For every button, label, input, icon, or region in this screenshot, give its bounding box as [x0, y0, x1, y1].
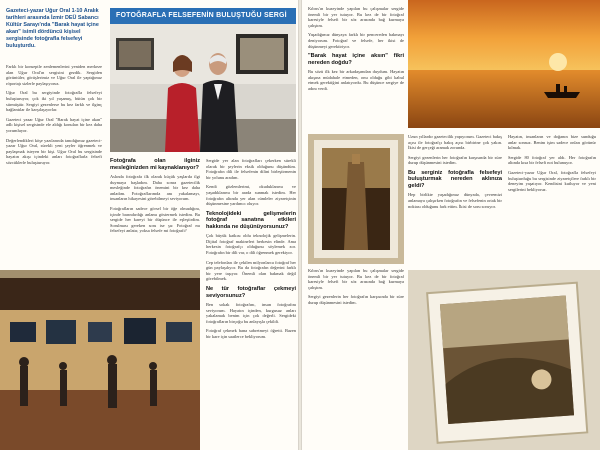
- paragraph: Bu sözü ilk kez bir arkadaşımdan duydum. Hayatın akışına müdahale etmeden, onu olduğu gibi kabul etmek gerektiğini anlatıyordu. Bu düşünce sergiye de adını verdi.: [308, 69, 404, 91]
- gallery-hall-photo: [0, 270, 200, 450]
- paragraph: Sergiyi gezenlerin her fotoğrafın karşısında bir süre durup düşünmesini istedim.: [308, 294, 404, 305]
- paragraph: Hep birlikte yaşadığımız dünyada, çevremizi anlamaya çalışırken fotoğrafın ve felsefenin ortak bir noktası olduğunu fark ettim. İkisi de soru soruyor.: [408, 192, 502, 209]
- paragraph: Hayatın, insanların ve doğanın bize sunduğu anlar sonsuz. Benim işim sadece onları görünür kılmak.: [508, 134, 596, 151]
- paragraph: Sergide yer alan fotoğrafları çekerken sürekli olarak bir şeylerin eksik olduğunu düşündüm. Fotoğrafın dili ile felsefenin dilini birleştirmenin bir yolunu aradım.: [206, 158, 296, 180]
- paragraph: Aslında fotoğrafa ilk olarak küçük yaşlarda ilgi duymaya başladım. Daha sonra gazetecilik mesleğinde fotoğrafın önemini bir kez daha anladım. Fotoğraflarımda anı yakalamayı, insanların hikayesini görebilmeyi seviyorum.: [110, 174, 200, 202]
- paragraph: Sergide 80 fotoğraf yer aldı. Her fotoğrafın altında kısa bir felsefi not bulunuyor.: [508, 154, 596, 166]
- right-page: [302, 0, 600, 450]
- paragraph: Gazeteci yazar Uğur Oral "Barak hayat içine akan" adlı kişisel sergisinde ele aldığı konuları bir kez daha yorumluyor.: [6, 116, 102, 133]
- left-column-2: [110, 158, 200, 264]
- paragraph: Yaşadığımız dünyaya farklı bir pencereden bakmayı deniyorum. Fotoğraf ve felsefe, her ikisi de düşünmeyi gerektiriyor.: [308, 32, 404, 49]
- right-column-2: [408, 134, 502, 274]
- paragraph: Farklı bir konseptle zenlemenlerini yeniden merkeze alan Uğur Oral'ın sergisini gezdik. Sergiden görüntüler, görüşlerimiz ve Uğur Oral ile yaptığımız röportajı sizlerle paylaşıyoruz.: [6, 64, 102, 86]
- article-banner: FOTOĞRAFLA FELSEFENİN BULUŞTUĞU SERGİ: [110, 8, 296, 24]
- paragraph: Uğur Oral bu sergiyinde fotoğrafla felsefeyi buluşturuyor, çok iki yıl yaşamış, bütün çok bir sürmüştür. Sergiyi gezenlerse bu kez farklı ve ilginç bağlantılar ile karşılaşıyorlar.: [6, 90, 102, 113]
- paragraph: Değerlendikleri köşe yazılarında tanıdığımız gazeteci-yazar Uğur Oral, sürekli yeni şeyler öğrenmek ve paylaşmak isteyen bir kişi. Uğur Oral bu sergisinde hayatın akışı içindeki anları fotoğraflarla felsefi sözcüklerle buluşturuyor.: [6, 137, 102, 165]
- paragraph: Kendi gözlemlerimi, okuduklarımı ve yaşadıklarımı bir arada sunmak istedim. Her fotoğrafın altında yer alan cümleler ziyaretçinin düşünmesine yardımcı oluyor.: [206, 184, 296, 207]
- paragraph: Fotoğrafların sadece görsel bir öğe olmadığını, içinde barındırdığı anlamı göstermek istedim. Bu sergide her kareyi bir düşünce ile eşleştirdim. Sorulması gereken soru ise şu: Fotoğraf mı felsefeyi anlatır, yoksa felsefe mi fotoğrafı?: [110, 205, 200, 234]
- paragraph: Uzun yıllardır gazetecilik yapıyorum. Gazeteci bakış açısı ile fotoğrafçı bakış açısı birbirine çok yakın. İkisi de gerçeği aramak zorunda.: [408, 134, 502, 151]
- right-column-1: [308, 6, 404, 134]
- paragraph: Fotoğraf çekmek bana sabretmeyi öğretti. Bazen bir kare için saatlerce bekliyorum.: [206, 328, 296, 339]
- right-column-3: [508, 134, 596, 264]
- question-heading: Fotoğrafa olan ilginiz mesleğinizden mi kaynaklanıyor?: [110, 158, 200, 171]
- paragraph: Kıbrıs'ın kuzeyinde yapılan bu çalışmalar sergide önemli bir yer tutuyor. Bu kez de bir fotoğraf karesiyle felsefi bir söz arasında bağ kurmaya çalıştım.: [308, 6, 404, 28]
- paragraph: Kıbrıs'ın kuzeyinde yapılan bu çalışmalar sergide önemli bir yer tutuyor. Bu kez de bir fotoğraf karesiyle felsefi bir söz arasında bağ kurmaya çalıştım.: [308, 268, 404, 290]
- question-heading: Teknolojideki gelişmelerin fotoğraf sanatına etkileri hakkında ne düşünüyorsunuz?: [206, 210, 296, 230]
- question-heading: "Barak hayat içine aksın" fikri nereden doğdu?: [308, 53, 404, 66]
- left-column-1: [6, 64, 102, 262]
- paragraph: Sergiyi gezenlerin her fotoğrafın karşısında bir süre durup düşünmesini istedim.: [408, 154, 502, 166]
- sunset-boat-photo: [408, 0, 600, 128]
- question-heading: Ne tür fotoğraflar çekmeyi seviyorsunuz?: [206, 286, 296, 299]
- intro-text: Gazeteci-yazar Uğur Oral 1-10 Aralık tarihleri arasında İzmir DEÜ Sabancı Kültür Sarayı'nda "Barak hayat içine akan" isimli dördüncü kişisel sergisinde fotoğrafla felsefeyi buluşturdu.: [6, 8, 99, 49]
- framed-tower-photo: [308, 134, 404, 264]
- framed-landscape-photo: [408, 270, 600, 450]
- paragraph: Gazeteci-yazar Uğur Oral, fotoğrafla felsefeyi buluşturduğu bu sergisinde ziyaretçilere farklı bir deneyim yaşatıyor. Kendisini kutluyor ve yeni sergilerini bekliyoruz.: [508, 169, 596, 192]
- left-column-3: [206, 158, 296, 446]
- paragraph: Çok büyük katkısı oldu teknolojik gelişmelerin. Dijital fotoğraf makineleri herkesin elinde. Ama herkesin fotoğrafçı olduğunu söylemek zor. Fotoğrafın bir dili var, o dili öğrenmek gerekiyor.: [206, 233, 296, 256]
- paragraph: Ben sokak fotoğrafını, insan fotoğrafını seviyorum. Hayatın içinden, kurgusuz anları yakalamak benim için çok değerli. Sergideki fotoğrafların birçoğu bu anlayışla çekildi.: [206, 302, 296, 324]
- left-page: [0, 0, 298, 450]
- question-heading: Bu serginiz fotoğrafla felsefeyi buluşturmak nereden aklınıza geldi?: [408, 169, 502, 189]
- right-column-4: [308, 268, 404, 444]
- paragraph: Cep telefonları ile çekilen milyonlarca fotoğraf her gün paylaşılıyor. Bu da fotoğrafın değerini farklı bir yere taşıyor. Önemli olan bakmak değil görebilmek.: [206, 259, 296, 282]
- exhibition-photo-couple: [110, 24, 296, 152]
